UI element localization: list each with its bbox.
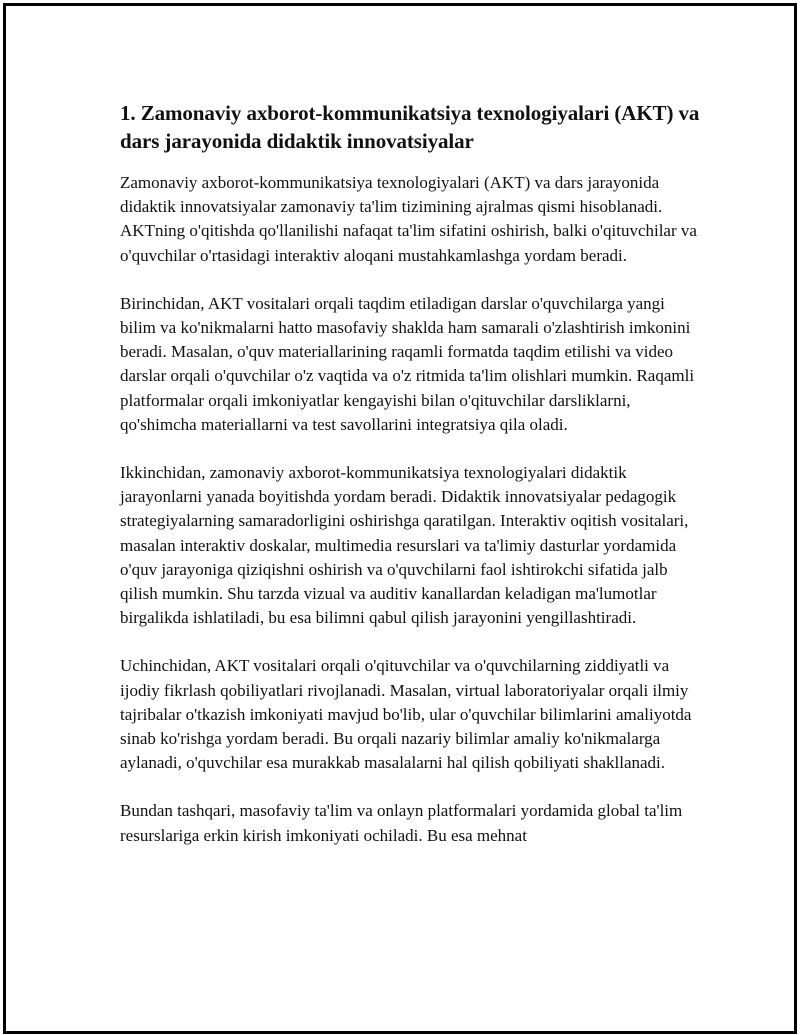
paragraph-second: Ikkinchidan, zamonaviy axborot-kommunikatsiya texnologiyalari didaktik jarayonlarni yanada boyitishda yordam beradi. Didaktik innovatsiyalar pedagogik strategiyalarning samaradorligini oshirishga qaratilgan. Interaktiv oqitish vositalari, masalan interaktiv doskalar, multimedia resurslari va ta'limiy dasturlar yordamida o'quv jarayoniga qiziqishni oshirish va o'quvchilarni faol ishtirokchi sifatida jalb qilish mumkin. Shu tarzda vizual va auditiv kanallardan keladigan ma'lumotlar birgalikda ishlatiladi, bu esa bilimni qabul qilish jarayonini yengillashtiradi.	[120, 463, 689, 628]
paragraph-third: Uchinchidan, AKT vositalari orqali o'qituvchilar va o'quvchilarning ziddiyatli va ijodiy fikrlash qobiliyatlari rivojlanadi. Masalan, virtual laboratoriyalar orqali ilmiy tajribalar o'tkazish imkoniyati mavjud bo'lib, ular o'quvchilar bilimlarini amaliyotda sinab ko'rishga yordam beradi. Bu orqali nazariy bilimlar amaliy ko'nikmalarga aylanadi, o'quvchilar esa murakkab masalalarni hal qilish qobiliyati shakllanadi.	[120, 656, 692, 773]
paragraph-first: Birinchidan, AKT vositalari orqali taqdim etiladigan darslar o'quvchilarga yangi bilim va ko'nikmalarni hatto masofaviy shaklda ham samarali o'zlashtirish imkonini beradi. Masalan, o'quv materiallarining raqamli formatda taqdim etilishi va video darslar orqali o'quvchilar o'z vaqtida va o'z ritmida ta'lim olishlari mumkin. Raqamli platformalar orqali imkoniyatlar kengayishi bilan o'qituvchilar darsliklarni, qo'shimcha materiallarni va test savollarini integratsiya qila oladi.	[120, 293, 695, 434]
paragraph-intro: Zamonaviy axborot-kommunikatsiya texnologiyalari (AKT) va dars jarayonida didaktik innovatsiyalar zamonaviy ta'lim tizimining ajralmas qismi hisoblanadi. AKTning o'qitishda qo'llanilishi nafaqat ta'lim sifatini oshirish, balki o'qituvchilar va o'quvchilar o'rtasidagi interaktiv aloqani mustahkamlashga yordam beradi.	[120, 173, 697, 265]
page-frame	[3, 3, 797, 1034]
section-heading: 1. Zamonaviy axborot-kommunikatsiya texnologiyalari (AKT) va dars jarayonida didaktik innovatsiyalar	[120, 101, 700, 153]
paragraph-additional: Bundan tashqari, masofaviy ta'lim va onlayn platformalari yordamida global ta'lim resurslariga erkin kirish imkoniyati ochiladi. Bu esa mehnat	[120, 801, 683, 845]
document-body	[120, 99, 700, 872]
